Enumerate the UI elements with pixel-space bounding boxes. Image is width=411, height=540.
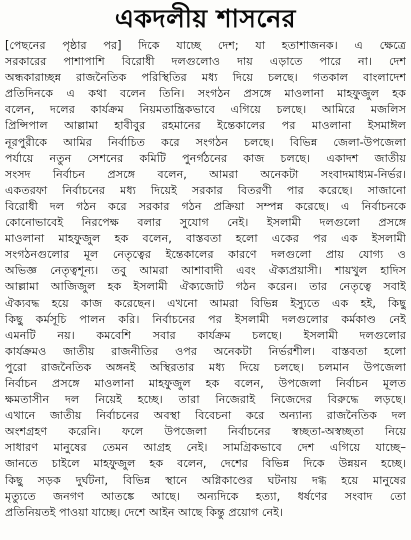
article-line: সংগঠনগুলোর মূল নেতৃত্বের ইন্তেকালের কারণে দলগুলো প্রায় যোগ্য ও [5, 248, 406, 262]
article-line: বিরোধী দল গঠন করে সরকার গঠন প্রক্রিয়া সম্পন্ন করেছে। এ নির্বাচনকে [5, 199, 406, 213]
article-line: নূরপুরীকে আমির নির্বাচিত করে সংগঠন চলছে। বিভিন্ন জেলা-উপজেলা [5, 135, 406, 149]
article-line: সরকারের পাশাপাশি বিরোধী দলগুলোও দায় এড়াতে পারে না। দেশ [5, 55, 406, 69]
article-line: ক্ষমতাসীন দল নিয়েই হচ্ছে। তারা নিজেরাই নিজেদের বিরুদ্ধে লড়ছে। [5, 393, 406, 407]
article-line: পুরো রাজনৈতিক অঙ্গনই অস্থিরতার মধ্য দিয়ে চলছে। চলমান উপজেলা [5, 360, 406, 374]
article-line: মাওলানা মাহফুজুল হক বলেন, বাস্তবতা হলো একের পর এক ইসলামী [5, 232, 406, 246]
article-line: একতরফা নির্বাচনের মধ্য দিয়েই সরকার বিতরণী পার করেছে। সাজানো [5, 183, 406, 197]
article-line: প্রতিদিনকে এ কথা বলেন তিনি। সংগঠন প্রসঙ্গে মাওলানা মাহফুজুল হক [5, 87, 406, 101]
article-line: ঐক্যবদ্ধ হয়ে কাজ করেছেন। এখনো আমরা বিভিন্ন ইস্যুতে এক হই, কিছু [5, 296, 406, 310]
article-line: কোনোভাবেই নিরপেক্ষ বলার সুযোগ নেই। ইসলামী দলগুলো প্রসঙ্গে [5, 216, 406, 230]
article-line: কিছু কর্মসূচি পালন করি। নির্বাচনের পর ইসলামী দলগুলোর কর্মকাণ্ড নেই [5, 312, 406, 326]
article-line: আল্লামা আজিজুল হক ইসলামী ঐক্যজোট গঠন করেন। তার নেতৃত্বে সবাই [5, 280, 406, 294]
article-headline: একদলীয় শাসনের [114, 4, 297, 33]
article-line: বলেন, দলের কার্যক্রম নিয়মতান্ত্রিকভাবে এগিয়ে চলছে। আমিরে মজলিস [5, 103, 406, 117]
article-line: কিছু সড়ক দুর্ঘটনা, বিভিন্ন স্থানে অগ্নিকাণ্ডের ঘটনায় দগ্ধ হয়ে মানুষের [5, 473, 406, 487]
article-line: সাধারণ মানুষের তেমন আগ্রহ নেই। সামগ্রিকভাবে দেশ এগিয়ে যাচ্ছে– [5, 441, 406, 455]
article-body [5, 38, 406, 521]
article-line: প্রিন্সিপাল আল্লামা হাবীবুর রহমানের ইন্তেকালের পর মাওলানা ইসমাঈল [5, 119, 406, 133]
article-line: অন্ধকারাচ্ছন্ন রাজনৈতিক পরিস্থিতির মধ্য দিয়ে চলছে। গতকাল বাংলাদেশ [5, 71, 406, 85]
article-line: অভিজ্ঞ নেতৃত্বশূন্য। তবু আমরা আশাবাদী এবং ঐক্যপ্রয়াসী। শায়খুল হাদিস [5, 264, 406, 278]
article-line: প্রতিনিয়তই পাওয়া যাচ্ছে। দেশে আইন আছে কিন্তু প্রয়োগ নেই। [5, 505, 283, 519]
article-line: এমনটি নয়। কমবেশি সবার কার্যক্রম চলছে। ইসলামী দলগুলোর [5, 328, 406, 342]
article-line: কার্যক্রমও জাতীয় রাজনীতির ওপর অনেকটা নির্ভরশীল। বাস্তবতা হলো [5, 344, 406, 358]
article-line: পর্যায়ে নতুন সেশনের কমিটি পুনর্গঠনের কাজ চলছে। একাদশ জাতীয় [5, 151, 406, 165]
article-line: নির্বাচন প্রসঙ্গে মাওলানা মাহফুজুল হক বলেন, উপজেলা নির্বাচন মূলত [5, 376, 406, 390]
article-line: সংসদ নির্বাচন প্রসঙ্গে বলেন, আমরা অনেকটা সংবাদমাধ্যম-নির্ভর। [5, 167, 406, 181]
article-line: জানতে চাইলে মাহফুজুল হক বলেন, দেশের বিভিন্ন দিকে উন্নয়ন হচ্ছে। [5, 457, 406, 471]
article-line: মৃত্যুতে জনগণ আতঙ্কে আছে। অন্যদিকে হত্যা, ধর্ষণের সংবাদ তো [5, 489, 406, 503]
article-line: [পেছনের পৃষ্ঠার পর] দিকে যাচ্ছে দেশ; যা হতাশাজনক। এ ক্ষেত্রে [5, 39, 406, 52]
article-line: অংশগ্রহণ করেনি। ফলে উপজেলা নির্বাচনের স্বচ্ছতা-অস্বচ্ছতা নিয়ে [5, 425, 406, 439]
article-line: এখানে জাতীয় নির্বাচনের অবস্থা বিবেচনা করে অন্যান্য রাজনৈতিক দল [5, 409, 406, 423]
